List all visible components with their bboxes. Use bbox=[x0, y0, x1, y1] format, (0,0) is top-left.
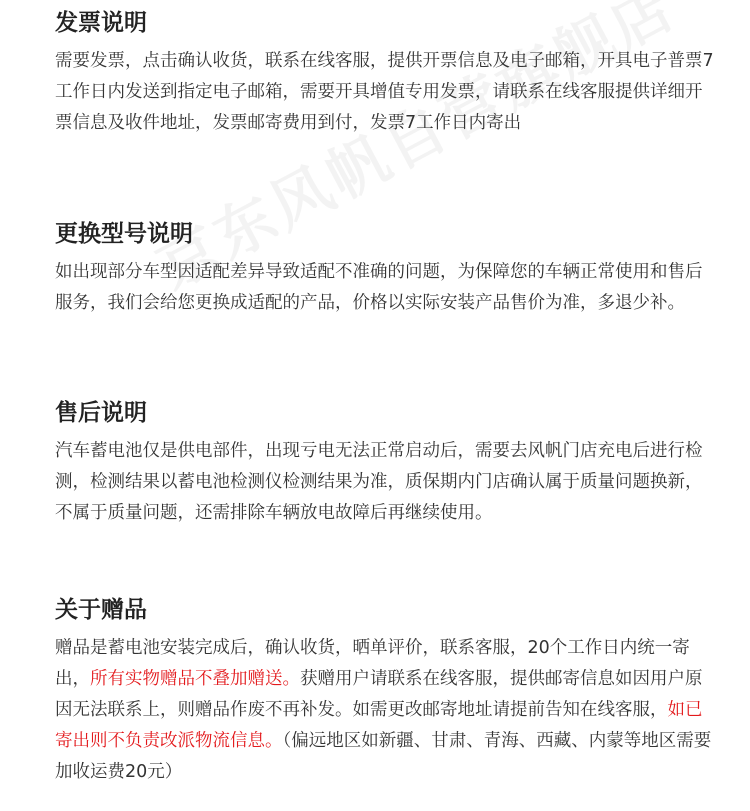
gift-section bbox=[55, 595, 715, 788]
after-sales-section bbox=[55, 398, 715, 529]
gift-text-part1: 赠品是蓄电池安装完成后，确认收货，晒单评价，联系客服，20个工作日内统一寄出， bbox=[55, 638, 690, 689]
gift-text-part2: 获赠用户请联系在线客服，提供邮寄信息如因用户原因无法联系上，则赠品作废不再补发。如需更改邮寄地址请提前告知在线客服， bbox=[55, 669, 703, 720]
after-sales-heading: 售后说明 bbox=[55, 400, 147, 426]
invoice-text: 需要发票，点击确认收货，联系在线客服，提供开票信息及电子邮箱，开具电子普票7工作日内发送到指定电子邮箱，需要开具增值专用发票，请联系在线客服提供详细开票信息及收件地址，发票邮寄费用到付，发票7工作日内寄出 bbox=[55, 51, 714, 133]
model-change-heading: 更换型号说明 bbox=[55, 221, 193, 247]
invoice-section bbox=[55, 8, 715, 139]
gift-no-stacking-notice: 所有实物赠品不叠加赠送。 bbox=[90, 669, 300, 689]
model-change-section bbox=[55, 219, 715, 319]
model-change-text: 如出现部分车型因适配差异导致适配不准确的问题，为保障您的车辆正常使用和售后服务，我们会给您更换成适配的产品，价格以实际安装产品售价为准，多退少补。 bbox=[55, 262, 703, 313]
after-sales-text: 汽车蓄电池仅是供电部件，出现亏电无法正常启动后，需要去风帆门店充电后进行检测，检测结果以蓄电池检测仪检测结果为准，质保期内门店确认属于质量问题换新，不属于质量问题，还需排除车辆放电故障后再继续使用。 bbox=[55, 441, 703, 523]
gift-text bbox=[55, 633, 715, 788]
gift-text-part3: （偏远地区如新疆、甘肃、青海、西藏、内蒙等地区需要加收运费20元） bbox=[55, 731, 712, 782]
invoice-heading: 发票说明 bbox=[55, 10, 147, 36]
gift-heading: 关于赠品 bbox=[55, 597, 147, 623]
gift-shipped-notice: 如已寄出则不负责改派物流信息。 bbox=[55, 700, 703, 751]
